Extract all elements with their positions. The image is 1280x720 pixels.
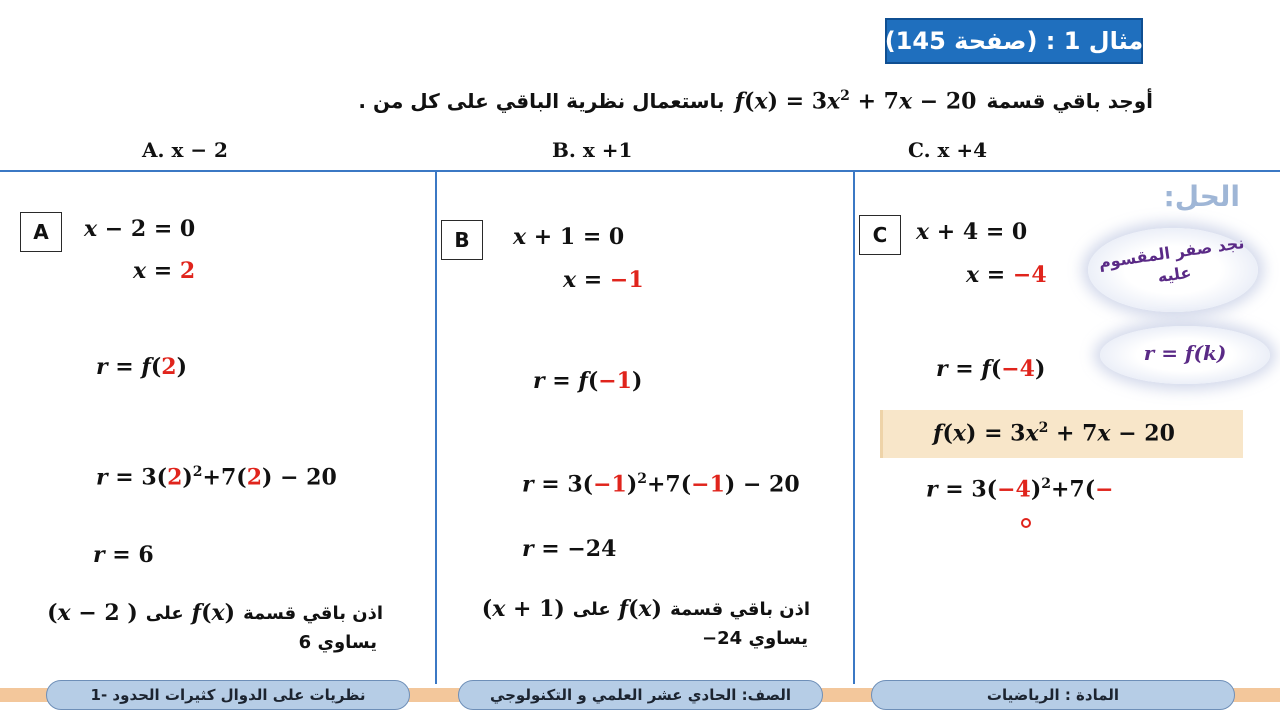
b-remainder-def: r = f(−1) — [533, 368, 643, 394]
header-divider — [0, 170, 1280, 172]
a-zero-value: x = 2 — [133, 258, 196, 284]
b-on-label: على — [572, 598, 611, 620]
a-substitution: $r = 3(2)^2+7(2) - 20$ — [96, 464, 337, 491]
c-remainder-def: r = f(−4) — [936, 356, 1046, 382]
b-zero-value: x = −1 — [563, 267, 644, 293]
footer-subject: المادة : الرياضيات — [871, 680, 1235, 710]
a-zero-equation: x − 2 = 0 — [84, 216, 196, 242]
a-function-ref: f(x) — [191, 600, 236, 626]
hint-cloud — [1088, 228, 1258, 312]
footer-grade: الصف: الحادي عشر العلمي و التكنولوجي — [458, 680, 823, 710]
column-divider-2 — [853, 172, 855, 684]
footer-topic: نظريات على الدوال كثيرات الحدود -1 — [46, 680, 410, 710]
column-c-tag: C — [859, 215, 901, 255]
question-suffix: باستعمال نظرية الباقي على كل من . — [358, 89, 725, 114]
question-prefix: أوجد باقي قسمة — [986, 89, 1153, 114]
column-a-tag: A — [20, 212, 62, 252]
a-remainder-def: r = f(2) — [96, 354, 187, 380]
b-result: r = −24 — [522, 536, 617, 562]
column-b-tag: B — [441, 220, 483, 260]
b-conclusion — [472, 596, 810, 649]
b-function-ref: f(x) — [618, 596, 663, 622]
b-result-equals: يساوي 24− — [702, 628, 808, 649]
c-function-definition: $f(x) = 3x^2 + 7x - 20$ — [933, 420, 1175, 447]
function-highlight-box — [880, 410, 1243, 458]
c-zero-value: x = −4 — [966, 262, 1047, 288]
a-result-equals: يساوي 6 — [298, 632, 377, 653]
a-on-label: على — [145, 602, 184, 624]
b-substitution: $r = 3(-1)^2+7(-1) - 20$ — [522, 471, 800, 498]
formula-cloud-text: r = f(k) — [1143, 341, 1227, 365]
b-result-text: اذن باقي قسمة — [670, 598, 810, 620]
b-divisor: (x + 1) — [481, 596, 565, 622]
pointer-dot — [1021, 518, 1031, 528]
choice-a: A. x − 2 — [142, 138, 228, 162]
choice-b: B. x +1 — [552, 138, 633, 162]
b-zero-equation: x + 1 = 0 — [513, 224, 625, 250]
a-result: r = 6 — [93, 542, 154, 568]
a-divisor: (x − 2 ) — [47, 600, 138, 626]
column-divider-1 — [435, 172, 437, 684]
hint-cloud-text: نجد صفر المقسوم عليه — [1097, 233, 1246, 287]
question-line — [358, 88, 1153, 114]
a-result-text: اذن باقي قسمة — [243, 602, 383, 624]
a-conclusion — [38, 600, 383, 653]
solution-label: الحل: — [1163, 180, 1240, 213]
question-function: $f(x) = 3x^2 + 7x - 20$ — [734, 88, 977, 115]
choice-c: C. x +4 — [908, 138, 988, 162]
example-title-badge: مثال 1 : (صفحة 145) — [885, 18, 1143, 64]
c-zero-equation: x + 4 = 0 — [916, 219, 1028, 245]
c-substitution-partial: $r = 3(-4)^2+7(-$ — [926, 476, 1114, 503]
formula-cloud — [1100, 326, 1270, 384]
